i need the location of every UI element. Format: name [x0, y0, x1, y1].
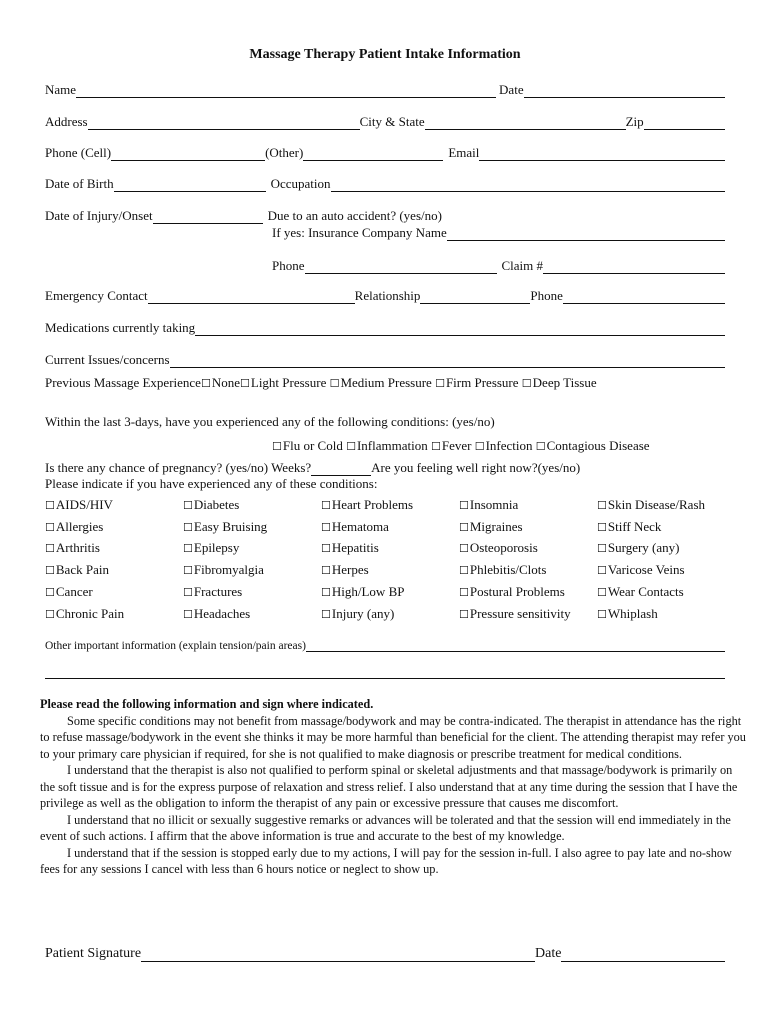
phone-row — [45, 143, 725, 161]
injury-row — [45, 206, 725, 224]
name-date-row — [45, 80, 725, 98]
emergency-field[interactable] — [148, 289, 355, 304]
auto-accident-label: Due to an auto accident? (yes/no) — [267, 208, 442, 223]
current-issues-row — [45, 350, 725, 368]
condition-checkbox[interactable]: ☐ High/Low BP — [321, 584, 459, 600]
condition-checkbox[interactable]: ☐ Hepatitis — [321, 540, 459, 556]
option-medium-pressure[interactable]: ☐ Medium Pressure — [330, 375, 432, 390]
address-row — [45, 112, 725, 130]
condition-checkbox[interactable]: ☐ Arthritis — [45, 540, 183, 556]
condition-checkbox[interactable]: ☐ Phlebitis/Clots — [459, 562, 597, 578]
other-info-field-2[interactable] — [45, 664, 725, 679]
consent-section — [40, 696, 748, 878]
patient-signature-field[interactable] — [141, 947, 535, 962]
condition-checkbox[interactable]: ☐ Pressure sensitivity — [459, 606, 597, 622]
address-label: Address — [45, 114, 88, 129]
phone-cell-field[interactable] — [111, 146, 265, 161]
city-state-field[interactable] — [425, 115, 626, 130]
name-field[interactable] — [76, 83, 496, 98]
relationship-label: Relationship — [354, 288, 421, 303]
conditions-row — [45, 516, 735, 538]
conditions-row — [45, 559, 735, 581]
condition-checkbox[interactable]: ☐ Heart Problems — [321, 497, 459, 513]
consent-paragraph: Some specific conditions may not benefit from massage/bodywork and may be contra-indicated. The therapist in attendance has the right to refuse massage/bodywork in the event she thinks it may be more harmful than beneficial for the client. The attending therapist may refer you to your primary care physician if required, for she is not qualified to make diagnosis or prescribe treatment for medical conditions. — [40, 713, 746, 761]
claim-field[interactable] — [543, 259, 725, 274]
previous-massage-label: Previous Massage Experience — [45, 375, 201, 390]
option-light-pressure[interactable]: ☐ Light Pressure — [240, 375, 326, 390]
other-info-label: Other important information (explain tension/pain areas) — [45, 640, 306, 652]
option-inflammation[interactable]: ☐ Inflammation — [346, 438, 428, 453]
dob-row — [45, 174, 725, 192]
email-label: Email — [448, 145, 480, 160]
conditions-row — [45, 581, 735, 603]
other-info-row-2 — [45, 661, 725, 679]
weeks-field[interactable] — [311, 461, 371, 476]
last3days-options — [272, 438, 650, 454]
condition-checkbox[interactable]: ☐ Whiplash — [597, 606, 735, 622]
signature-date-label: Date — [535, 946, 562, 961]
pregnancy-row — [45, 460, 580, 476]
form-title: Massage Therapy Patient Intake Information — [249, 47, 521, 62]
insurance-field[interactable] — [447, 226, 725, 241]
conditions-row — [45, 494, 735, 516]
conditions-row — [45, 538, 735, 560]
option-contagious-disease[interactable]: ☐ Contagious Disease — [536, 438, 650, 453]
dob-field[interactable] — [114, 177, 266, 192]
emergency-label: Emergency Contact — [45, 288, 148, 303]
insurance-phone-label: Phone — [272, 258, 305, 273]
other-info-row — [45, 634, 725, 652]
feeling-well-question: Are you feeling well right now?(yes/no) — [371, 460, 581, 475]
condition-checkbox[interactable]: ☐ Back Pain — [45, 562, 183, 578]
condition-checkbox[interactable]: ☐ Wear Contacts — [597, 584, 735, 600]
condition-checkbox[interactable]: ☐ Varicose Veins — [597, 562, 735, 578]
option-infection[interactable]: ☐ Infection — [475, 438, 533, 453]
condition-checkbox[interactable]: ☐ Chronic Pain — [45, 606, 183, 622]
address-field[interactable] — [88, 115, 360, 130]
emergency-phone-label: Phone — [530, 288, 563, 303]
current-issues-label: Current Issues/concerns — [45, 352, 170, 367]
consent-paragraph: I understand that if the session is stopped early due to my actions, I will pay for the session in-full. I also agree to pay late and no-show fees for any sessions I cancel with less than 6 hours notice or neglect to show up. — [40, 845, 732, 876]
option-flu-cold[interactable]: ☐ Flu or Cold — [272, 438, 343, 453]
city-state-label: City & State — [359, 114, 425, 129]
condition-checkbox[interactable]: ☐ Allergies — [45, 519, 183, 535]
date-label: Date — [499, 82, 524, 97]
emergency-phone-field[interactable] — [563, 289, 725, 304]
condition-checkbox[interactable]: ☐ Osteoporosis — [459, 540, 597, 556]
condition-checkbox[interactable]: ☐ Postural Problems — [459, 584, 597, 600]
email-field[interactable] — [479, 146, 725, 161]
injury-field[interactable] — [153, 209, 263, 224]
condition-checkbox[interactable]: ☐ Insomnia — [459, 497, 597, 513]
signature-row — [45, 944, 725, 962]
current-issues-field[interactable] — [170, 353, 725, 368]
option-deep-tissue[interactable]: ☐ Deep Tissue — [522, 375, 597, 390]
pregnancy-question: Is there any chance of pregnancy? (yes/no) Weeks? — [45, 460, 312, 475]
condition-checkbox[interactable]: ☐ Herpes — [321, 562, 459, 578]
occupation-field[interactable] — [331, 177, 725, 192]
medications-row — [45, 318, 725, 336]
occupation-label: Occupation — [270, 176, 331, 191]
insurance-phone-field[interactable] — [305, 259, 497, 274]
consent-heading: Please read the following information and sign where indicated. — [40, 697, 374, 711]
emergency-row — [45, 286, 725, 304]
conditions-intro: Please indicate if you have experienced any of these conditions: — [45, 476, 378, 491]
conditions-row — [45, 603, 735, 625]
insurance-label: If yes: Insurance Company Name — [272, 225, 447, 240]
relationship-field[interactable] — [420, 289, 530, 304]
option-firm-pressure[interactable]: ☐ Firm Pressure — [435, 375, 518, 390]
condition-checkbox[interactable]: ☐ Diabetes — [183, 497, 321, 513]
claim-label: Claim # — [501, 258, 544, 273]
consent-paragraph: I understand that no illicit or sexually suggestive remarks or advances will be tolerated and that the session will end immediately in the event of such actions. I affirm that the above information is true and accurate to the best of my knowledge. — [40, 812, 731, 843]
zip-label: Zip — [625, 114, 644, 129]
condition-checkbox[interactable]: ☐ Injury (any) — [321, 606, 459, 622]
condition-checkbox[interactable]: ☐ Headaches — [183, 606, 321, 622]
condition-checkbox[interactable]: ☐ AIDS/HIV — [45, 497, 183, 513]
zip-field[interactable] — [644, 115, 725, 130]
condition-checkbox[interactable]: ☐ Skin Disease/Rash — [597, 497, 735, 513]
condition-checkbox[interactable]: ☐ Hematoma — [321, 519, 459, 535]
injury-label: Date of Injury/Onset — [45, 208, 153, 223]
condition-checkbox[interactable]: ☐ Fractures — [183, 584, 321, 600]
name-label: Name — [45, 82, 77, 97]
condition-checkbox[interactable]: ☐ Epilepsy — [183, 540, 321, 556]
last3days-question: Within the last 3-days, have you experienced any of the following conditions: (yes/no) — [45, 414, 495, 429]
insurance-row — [272, 223, 725, 241]
condition-checkbox[interactable]: ☐ Stiff Neck — [597, 519, 735, 535]
other-info-field[interactable] — [306, 637, 725, 652]
date-field[interactable] — [524, 83, 725, 98]
condition-checkbox[interactable]: ☐ Easy Bruising — [183, 519, 321, 535]
condition-checkbox[interactable]: ☐ Migraines — [459, 519, 597, 535]
phone-cell-label: Phone (Cell) — [45, 145, 112, 160]
medications-label: Medications currently taking — [45, 320, 196, 335]
other-phone-label: (Other) — [265, 145, 304, 160]
other-phone-field[interactable] — [303, 146, 443, 161]
medications-field[interactable] — [195, 321, 725, 336]
option-fever[interactable]: ☐ Fever — [431, 438, 471, 453]
conditions-grid — [45, 494, 735, 625]
option-none[interactable]: ☐ None — [201, 375, 240, 390]
signature-date-field[interactable] — [561, 947, 725, 962]
dob-label: Date of Birth — [45, 176, 114, 191]
condition-checkbox[interactable]: ☐ Cancer — [45, 584, 183, 600]
condition-checkbox[interactable]: ☐ Fibromyalgia — [183, 562, 321, 578]
previous-massage-row — [45, 375, 597, 391]
insurance-phone-row — [272, 256, 725, 274]
condition-checkbox[interactable]: ☐ Surgery (any) — [597, 540, 735, 556]
patient-signature-label: Patient Signature — [45, 946, 142, 961]
consent-paragraph: I understand that the therapist is also not qualified to perform spinal or skeletal adjustments and that massage/bodywork is primarily on the soft tissue and is for the express purpose of relaxation and stress relief. I also understand that at any time during the session that I have the privilege as well as the obligation to inform the therapist of any pain or excessive pressure that causes me discomfort. — [40, 763, 738, 810]
